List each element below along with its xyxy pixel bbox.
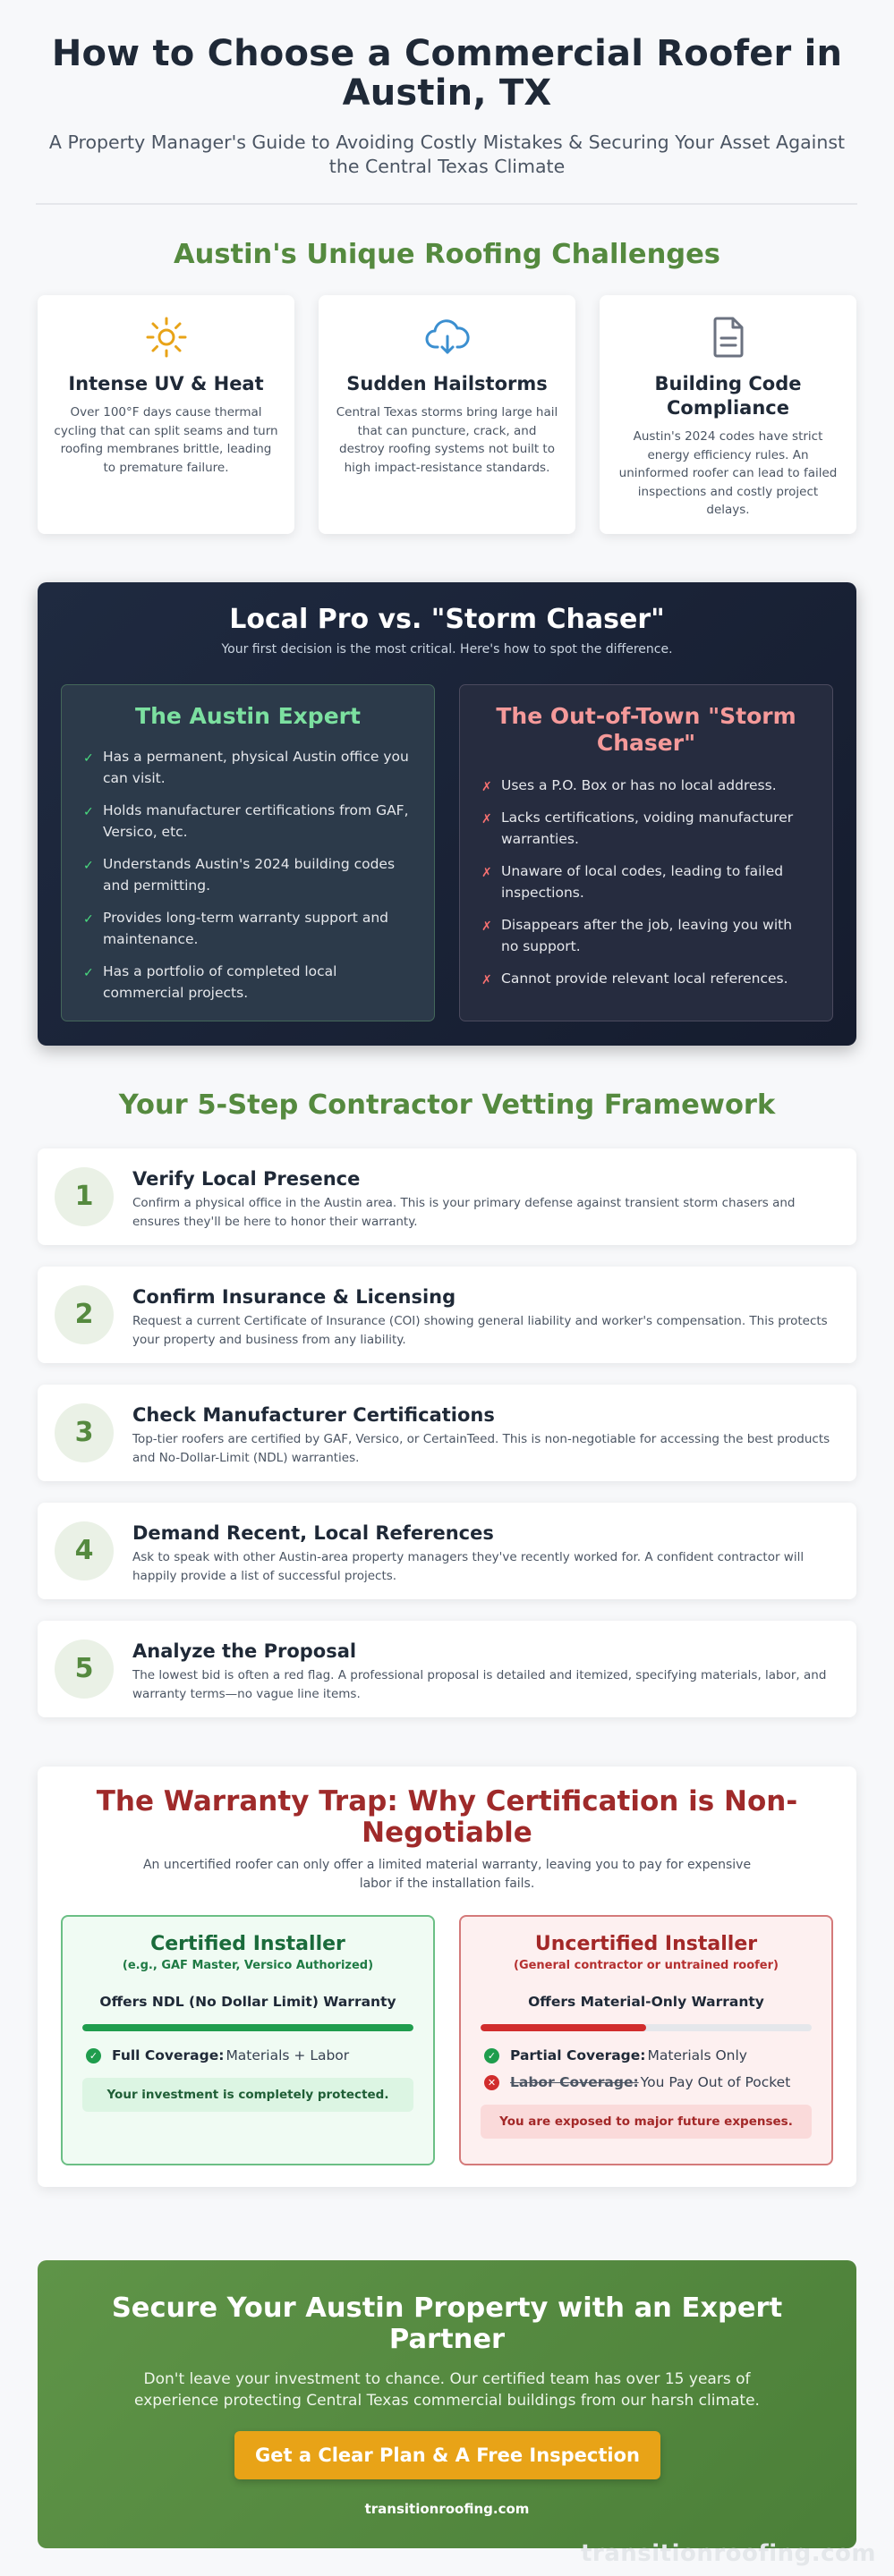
sun-icon: [144, 315, 189, 360]
challenges-title: Austin's Unique Roofing Challenges: [174, 239, 720, 270]
challenge-heading: Building Code Compliance: [654, 373, 802, 419]
step-card: [38, 1503, 856, 1599]
austin-expert-list: [83, 746, 413, 1004]
step-heading: Confirm Insurance & Licensing: [132, 1286, 456, 1308]
page-header: [36, 34, 858, 179]
website-link[interactable]: transitionroofing.com: [364, 2501, 530, 2517]
page-subtitle: A Property Manager's Guide to Avoiding Costly Mistakes & Securing Your Asset Against the Central Texas Climate: [48, 131, 846, 177]
list-item: ✗ Cannot provide relevant local references.: [481, 968, 811, 989]
certified-coverage-bar: [82, 2024, 413, 2031]
certified-heading: Certified Installer: [150, 1933, 345, 1955]
challenge-card-hail: [319, 295, 575, 534]
check-icon: ✓: [83, 912, 94, 927]
comparison-subtitle: Your first decision is the most critical. Here's how to spot the difference.: [221, 642, 673, 657]
list-item: ✓ Understands Austin's 2024 building codes and permitting.: [83, 856, 396, 894]
coverage-bar-fill: [481, 2024, 646, 2031]
list-item: ✓ Has a portfolio of completed local commercial projects.: [83, 963, 337, 1001]
warranty-intro: An uncertified roofer can only offer a limited material warranty, leaving you to pay for expensive labor if the installation fails.: [142, 1858, 752, 1891]
certified-note: Your investment is completely protected.: [82, 2078, 413, 2112]
cross-icon: ✗: [481, 919, 492, 934]
cross-icon: ✗: [481, 866, 492, 880]
step-text: Top-tier roofers are certified by GAF, Versico, or CertainTeed. This is non-negotiable for accessing the best products and No-Dollar-Limit (NDL) warranties.: [132, 1432, 830, 1465]
warranty-title: The Warranty Trap: Why Certification is Non-Negotiable: [96, 1785, 798, 1849]
step-number: 4: [55, 1521, 114, 1580]
uncertified-tag: (General contractor or untrained roofer): [514, 1959, 779, 1972]
cta-panel: [38, 2260, 856, 2548]
storm-chaser-heading: The Out-of-Town "Storm Chaser": [496, 703, 796, 756]
cross-icon: ✗: [481, 973, 492, 987]
coverage-line: ✕ Labor Coverage: You Pay Out of Pocket: [481, 2074, 812, 2090]
list-item: ✗ Disappears after the job, leaving you with no support.: [481, 917, 793, 954]
uncertified-coverage-bar: [481, 2024, 812, 2031]
step-heading: Demand Recent, Local References: [132, 1522, 494, 1544]
certified-tag: (e.g., GAF Master, Versico Authorized): [122, 1959, 374, 1972]
list-item: ✗ Unaware of local codes, leading to failed inspections.: [481, 863, 784, 901]
challenge-card-uv: [38, 295, 294, 534]
austin-expert-heading: The Austin Expert: [135, 703, 361, 729]
warranty-panel: [38, 1767, 856, 2187]
challenge-card-code: [600, 295, 856, 534]
step-number: 5: [55, 1640, 114, 1699]
check-icon: ✓: [83, 966, 94, 980]
list-item: ✓ Has a permanent, physical Austin office you can visit.: [83, 749, 409, 786]
step-text: Request a current Certificate of Insurance (COI) showing general liability and worker's compensation. This protects your property and business from any liability.: [132, 1314, 828, 1347]
austin-expert-column: [61, 684, 435, 1021]
check-circle-icon: ✓: [484, 2048, 499, 2063]
coverage-line: ✓ Full Coverage: Materials + Labor: [82, 2047, 413, 2063]
cross-icon: ✗: [481, 780, 492, 794]
check-icon: ✓: [83, 751, 94, 766]
page-title: How to Choose a Commercial Roofer in Austin, TX: [51, 33, 843, 114]
free-inspection-button[interactable]: Get a Clear Plan & A Free Inspection: [234, 2431, 660, 2479]
comparison-title: Local Pro vs. "Storm Chaser": [229, 604, 665, 635]
challenge-text: Austin's 2024 codes have strict energy efficiency rules. An uninformed roofer can lead to failed inspections and costly project delays.: [618, 429, 838, 517]
step-card: [38, 1148, 856, 1245]
coverage-line: ✓ Partial Coverage: Materials Only: [481, 2047, 812, 2063]
document-icon: [706, 315, 751, 360]
step-text: The lowest bid is often a red flag. A professional proposal is detailed and itemized, specifying materials, labor, and warranty terms—no vague line items.: [132, 1668, 827, 1701]
cta-text: Don't leave your investment to chance. Our certified team has over 15 years of experience protecting Central Texas commercial buildings from our harsh climate.: [134, 2370, 760, 2410]
step-text: Confirm a physical office in the Austin area. This is your primary defense against transient storm chasers and ensures they'll be here to honor their warranty.: [132, 1196, 796, 1229]
challenge-heading: Sudden Hailstorms: [346, 373, 548, 394]
uncertified-heading: Uncertified Installer: [534, 1933, 758, 1955]
x-circle-icon: ✕: [484, 2075, 499, 2090]
list-item: ✓ Holds manufacturer certifications from GAF, Versico, etc.: [83, 802, 409, 840]
challenge-heading: Intense UV & Heat: [68, 373, 264, 394]
list-item: ✗ Lacks certifications, voiding manufacturer warranties.: [481, 809, 794, 847]
steps-title: Your 5-Step Contractor Vetting Framework: [118, 1089, 776, 1121]
step-number: 3: [55, 1403, 114, 1462]
step-card: [38, 1267, 856, 1363]
step-card: [38, 1385, 856, 1481]
coverage-bar-fill: [82, 2024, 413, 2031]
step-number: 1: [55, 1167, 114, 1226]
challenge-text: Central Texas storms bring large hail that can puncture, crack, and destroy roofing systems not built to high impact-resistance standards.: [336, 405, 558, 475]
check-icon: ✓: [83, 805, 94, 819]
check-icon: ✓: [83, 859, 94, 873]
header-divider: [36, 203, 857, 205]
watermark: transitionroofing.com: [580, 2540, 876, 2567]
step-heading: Analyze the Proposal: [132, 1640, 357, 1662]
certified-installer-box: [61, 1915, 435, 2165]
challenge-text: Over 100°F days cause thermal cycling that can split seams and turn roofing membranes brittle, leading to premature failure.: [54, 405, 278, 475]
step-card: [38, 1621, 856, 1717]
step-text: Ask to speak with other Austin-area property managers they've recently worked for. A confident contractor will happily provide a list of successful projects.: [132, 1550, 805, 1583]
uncertified-installer-box: [459, 1915, 833, 2165]
check-circle-icon: ✓: [86, 2048, 101, 2063]
uncertified-offer: Offers Material-Only Warranty: [528, 1994, 764, 2010]
uncertified-note: You are exposed to major future expenses.: [481, 2105, 812, 2139]
storm-chaser-list: [481, 775, 811, 989]
list-item: ✗ Uses a P.O. Box or has no local address.: [481, 775, 811, 796]
list-item: ✓ Provides long-term warranty support and maintenance.: [83, 910, 388, 947]
step-heading: Verify Local Presence: [132, 1168, 361, 1190]
storm-chaser-column: [459, 684, 833, 1021]
comparison-panel: [38, 582, 856, 1046]
cloud-download-icon: [425, 315, 470, 360]
cross-icon: ✗: [481, 812, 492, 826]
step-heading: Check Manufacturer Certifications: [132, 1404, 495, 1426]
certified-offer: Offers NDL (No Dollar Limit) Warranty: [99, 1994, 396, 2010]
cta-title: Secure Your Austin Property with an Expert Partner: [111, 2292, 783, 2355]
step-number: 2: [55, 1285, 114, 1344]
